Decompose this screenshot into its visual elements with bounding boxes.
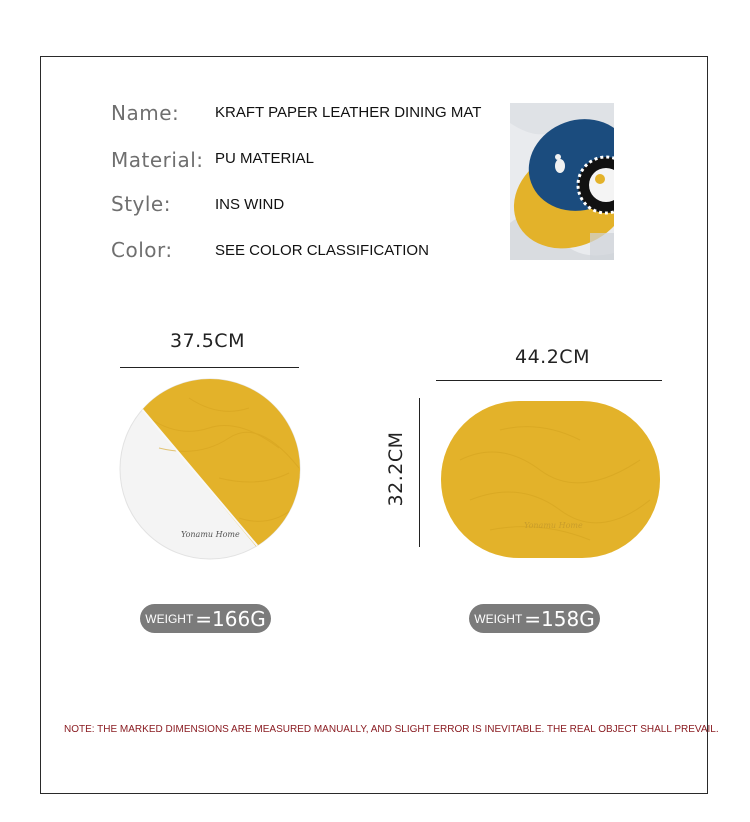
round-mat (119, 378, 303, 562)
round-mat-weight-badge (140, 604, 271, 633)
oval-mat-brand-script: Yonamu Home (524, 521, 583, 530)
round-mat-width-line (120, 367, 299, 368)
product-photo (510, 103, 614, 260)
round-mat-weight-label: WEIGHT (145, 611, 194, 626)
spec-style-label: Style: (111, 192, 171, 216)
round-mat-brand-script: Yonamu Home (181, 530, 240, 539)
spec-color-value: SEE COLOR CLASSIFICATION (215, 242, 429, 259)
oval-mat-width-line (436, 380, 662, 381)
spec-style-value: INS WIND (215, 196, 285, 213)
oval-mat-width-label: 44.2CM (515, 346, 590, 368)
round-mat-weight-value: =166G (195, 606, 266, 631)
spec-material-value: PU MATERIAL (215, 150, 314, 167)
oval-mat-weight-label: WEIGHT (474, 611, 523, 626)
spec-name-value: KRAFT PAPER LEATHER DINING MAT (215, 104, 482, 121)
oval-mat-height-line (419, 398, 420, 547)
spec-material-label: Material: (111, 148, 204, 172)
measurement-note: NOTE: THE MARKED DIMENSIONS ARE MEASURED MANUALLY, AND SLIGHT ERROR IS INEVITABLE. THE REAL OBJECT SHALL PREVAIL. (64, 724, 719, 735)
oval-mat (440, 400, 662, 560)
round-mat-width-label: 37.5CM (170, 330, 245, 352)
spec-color-label: Color: (111, 238, 173, 262)
oval-mat-height-label: 32.2CM (385, 431, 407, 507)
oval-mat-weight-value: =158G (524, 606, 595, 631)
oval-mat-weight-badge (469, 604, 600, 633)
spec-name-label: Name: (111, 101, 180, 125)
